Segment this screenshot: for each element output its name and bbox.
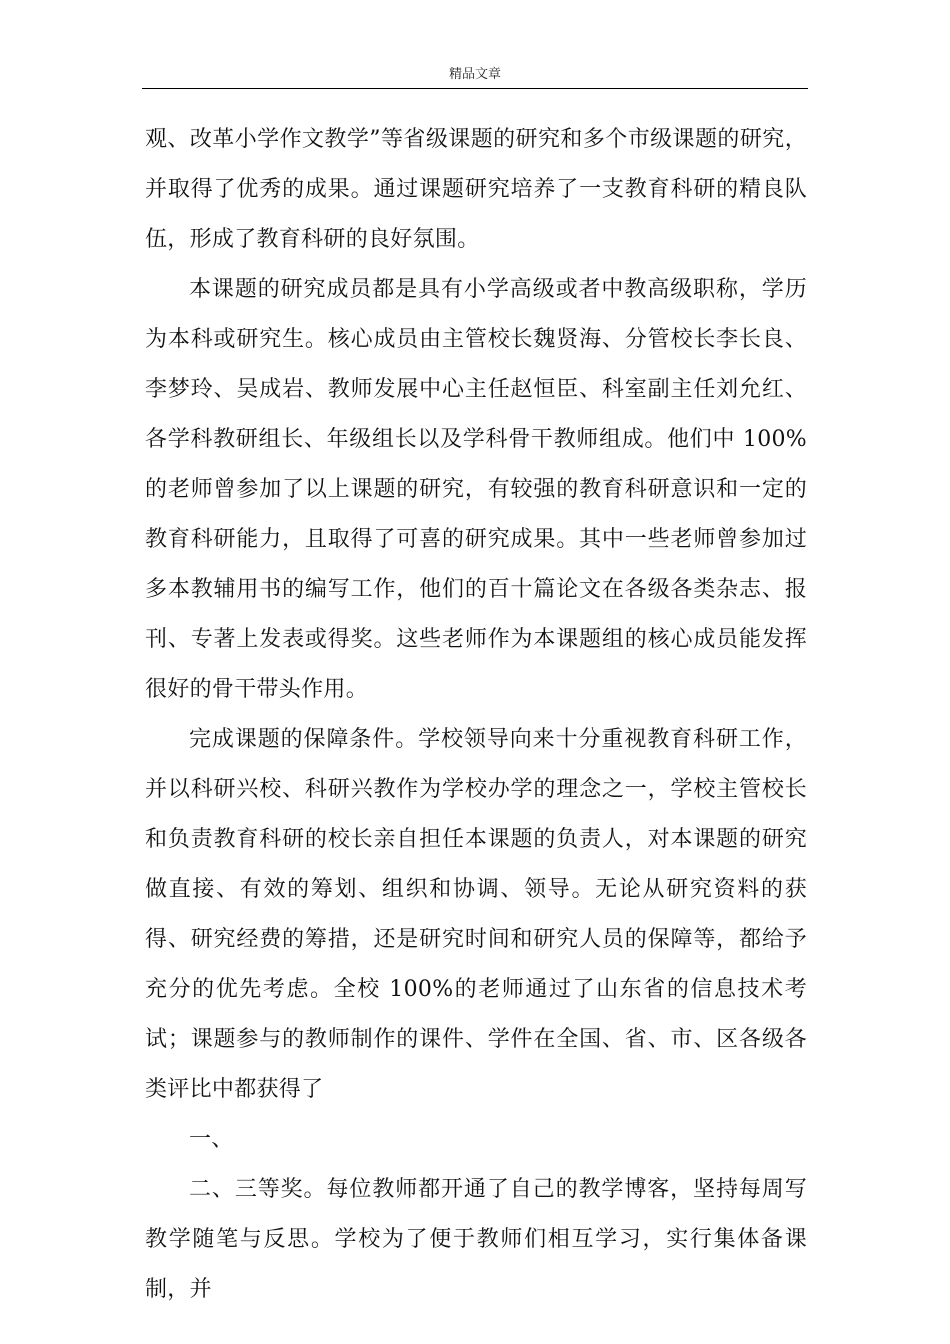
paragraph-1: 观、改革小学作文教学”等省级课题的研究和多个市级课题的研究，并取得了优秀的成果。通过课题研究培养了一支教育科研的精良队伍，形成了教育科研的良好氛围。 (145, 127, 807, 252)
paragraph-4: 一、 (189, 1127, 234, 1152)
paragraph-3: 完成课题的保障条件。学校领导向来十分重视教育科研工作，并以科研兴校、科研兴教作为学校办学的理念之一，学校主管校长和负责教育科研的校长亲自担任本课题的负责人，对本课题的研究做直接、有效的筹划、组织和协调、领导。无论从研究资料的获得、研究经费的筹措，还是研究时间和研究人员的保障等，都给予充分的优先考虑。全校 100%的老师通过了山东省的信息技术考试；课题参与的教师制作的课件、学件在全国、省、市、区各级各类评比中都获得了 (145, 727, 807, 1102)
paragraph-2: 本课题的研究成员都是具有小学高级或者中教高级职称，学历为本科或研究生。核心成员由主管校长魏贤海、分管校长李长良、李梦玲、吴成岩、教师发展中心主任赵恒臣、科室副主任刘允红、各学科教研组长、年级组长以及学科骨干教师组成。他们中 100%的老师曾参加了以上课题的研究，有较强的教育科研意识和一定的教育科研能力，且取得了可喜的研究成果。其中一些老师曾参加过多本教辅用书的编写工作，他们的百十篇论文在各级各类杂志、报刊、专著上发表或得奖。这些老师作为本课题组的核心成员能发挥很好的骨干带头作用。 (145, 277, 807, 702)
page-header-title: 精品文章 (448, 67, 501, 82)
header-divider (142, 88, 808, 89)
paragraph-5: 二、三等奖。每位教师都开通了自己的教学博客，坚持每周写教学随笔与反思。学校为了便于教师们相互学习，实行集体备课制，并 (145, 1177, 807, 1302)
document-body (145, 115, 807, 1315)
